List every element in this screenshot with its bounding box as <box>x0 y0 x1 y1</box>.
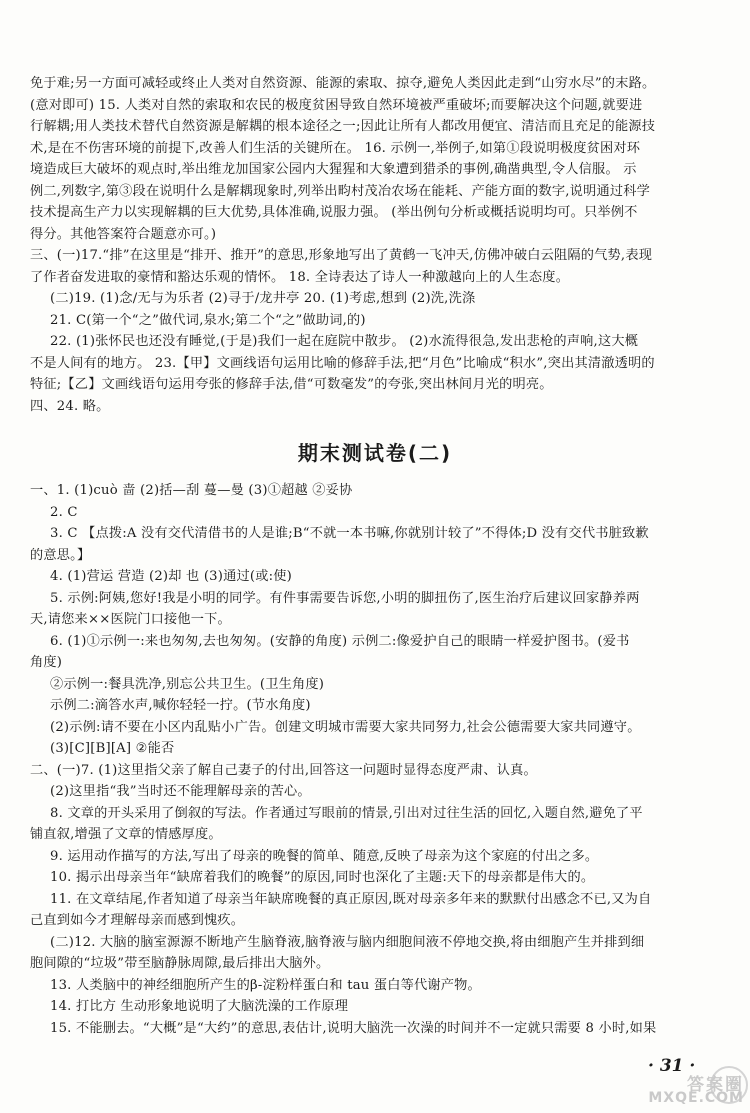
text-line: 二、(一)7. (1)这里指父亲了解自己妻子的付出,回答这一问题时显得态度严肃、认真。 <box>30 762 537 778</box>
text-line: 13. 人类脑中的神经细胞所产生的β-淀粉样蛋白和 tau 蛋白等代谢产物。 <box>50 977 481 993</box>
text-line: 术,是在不伤害环境的前提下,改善人们生活的关键所在。 16. 示例一,举例子,如第①段说明极度贫困对环 <box>30 140 641 156</box>
text-line: 4. (1)营运 营造 (2)却 也 (3)通过(或:使) <box>50 569 292 584</box>
text-line: 11. 在文章结尾,作者知道了母亲当年缺席晚餐的真正原因,既对母亲多年来的默默付出感念不已,又为自 <box>50 891 652 907</box>
text-line: 免于难;另一方面可减轻或终止人类对自然资源、能源的索取、掠夺,避免人类因此走到“山穷水尽”的末路。 <box>30 76 656 91</box>
text-line: (意对即可) 15. 人类对自然的索取和农民的极度贫困导致自然环境被严重破坏;而要解决这个问题,就要进 <box>30 97 643 113</box>
text-line: (二)19. (1)念/无与为乐者 (2)寻于/龙井亭 20. (1)考虑,想到 (2)洗,洗涤 <box>50 291 476 306</box>
text-line: 2. C <box>50 504 78 520</box>
text-line: 3. C 【点拨:A 没有交代清借书的人是谁;B“不就一本书嘛,你就别计较了”不得体;D 没有交代书脏致歉 <box>50 526 649 541</box>
text-line: (2)这里指“我”当时还不能理解母亲的苦心。 <box>50 784 311 799</box>
text-line: 胞间隙的“垃圾”带至脑静脉周隙,最后排出大脑外。 <box>30 956 330 971</box>
text-line: 例二,列数字,第③段在说明什么是解耦现象时,列举出畇村茂冶农场在能耗、产能方面的数字,说明通过科学 <box>30 183 651 199</box>
text-line: ②示例一:餐具洗净,别忘公共卫生。(卫生角度) <box>50 676 325 692</box>
text-line: 14. 打比方 生动形象地说明了大脑洗澡的工作原理 <box>50 999 349 1014</box>
text-line: 示例二:滴答水声,喊你轻轻一拧。(节水角度) <box>50 698 311 713</box>
text-line: 15. 不能删去。“大概”是“大约”的意思,表估计,说明大脑洗一次澡的时间并不一定就只需要 8 小时,如果 <box>50 1020 657 1036</box>
watermark-logo <box>640 1072 748 1112</box>
text-line: (二)12. 大脑的脑室源源不断地产生脑脊液,脑脊液与脑内细胞间液不停地交换,将由细胞产生并排到细 <box>50 934 645 950</box>
text-line: 境造成巨大破坏的观点时,举出维龙加国家公园内大猩猩和大象遭到猎杀的事例,确凿典型,令人信服。 示 <box>30 162 637 177</box>
watermark-site: MXQE.COM <box>648 1090 744 1106</box>
text-line: 一、1. (1)cuò 啬 (2)括—刮 蔓—曼 (3)①超越 ②妥协 <box>30 483 353 498</box>
text-line: 四、24. 略。 <box>30 398 110 414</box>
text-line: 10. 揭示出母亲当年“缺席着我们的晚餐”的原因,同时也深化了主题:天下的母亲都是伟大的。 <box>50 870 595 885</box>
page-number: · 31 · <box>648 1056 696 1076</box>
text-line: 角度) <box>30 655 63 670</box>
text-line: 天,请您来××医院门口接他一下。 <box>30 612 231 627</box>
text-line: 的意思。】 <box>30 547 91 563</box>
text-line: 己直到如今才理解母亲而感到愧疚。 <box>30 913 245 928</box>
text-line: 6. (1)①示例一:来也匆匆,去也匆匆。(安静的角度) 示例二:像爱护自己的眼睛一样爱护图书。(爱书 <box>50 633 630 649</box>
text-line: 特征;【乙】文画线语句运用夸张的修辞手法,借“可数毫发”的夸张,突出林间月光的明亮。 <box>30 377 553 392</box>
watermark-text: 答案圈 <box>687 1075 744 1095</box>
text-line: 三、(一)17.“排”在这里是“排开、推开”的意思,形象地写出了黄鹤一飞冲天,仿佛冲破白云阻隔的气势,表现 <box>30 248 653 263</box>
text-line: 22. (1)张怀民也还没有睡觉,(于是)我们一起在庭院中散步。 (2)水流得很急,发出悲枪的声响,这大概 <box>50 334 639 349</box>
page-title: 期末测试卷(二) <box>297 441 453 465</box>
text-line: 技术提高生产力以实现解耦的巨大优势,具体准确,说服力强。 (举出例句分析或概括说明均可。只举例不 <box>30 205 638 220</box>
text-line: 行解耦;用人类技术替代自然资源是解耦的根本途径之一;因此让所有人都改用便宜、清洁而且充足的能源技 <box>30 119 656 134</box>
text-line: 8. 文章的开头采用了倒叙的写法。作者通过写眼前的情景,引出对过往生活的回忆,入题自然,避免了平 <box>50 805 643 821</box>
text-line: 21. C(第一个“之”做代词,泉水;第二个“之”做助词,的) <box>50 312 366 328</box>
text-line: 5. 示例:阿姨,您好!我是小明的同学。有件事需要告诉您,小明的脚扭伤了,医生治疗后建议回家静养两 <box>50 590 640 606</box>
text-line: 了作者奋发进取的豪情和豁达乐观的情怀。 18. 全诗表达了诗人一种激越向上的人生态度。 <box>30 269 570 285</box>
text-line: 不是人间有的地方。 23.【甲】文画线语句运用比喻的修辞手法,把“月色”比喻成“积水”,突出其清澈透明的 <box>30 355 655 371</box>
text-line: 铺直叙,增强了文章的情感厚度。 <box>30 827 222 842</box>
text-line: (2)示例:请不要在小区内乱贴小广告。创建文明城市需要大家共同努力,社会公德需要大家共同遵守。 <box>50 719 641 735</box>
text-line: 9. 运用动作描写的方法,写出了母亲的晚餐的简单、随意,反映了母亲为这个家庭的付出之多。 <box>50 848 599 864</box>
text-line: 得分。其他答案符合题意亦可。) <box>30 226 217 242</box>
text-line: (3)[C][B][A] ②能否 <box>50 741 175 756</box>
